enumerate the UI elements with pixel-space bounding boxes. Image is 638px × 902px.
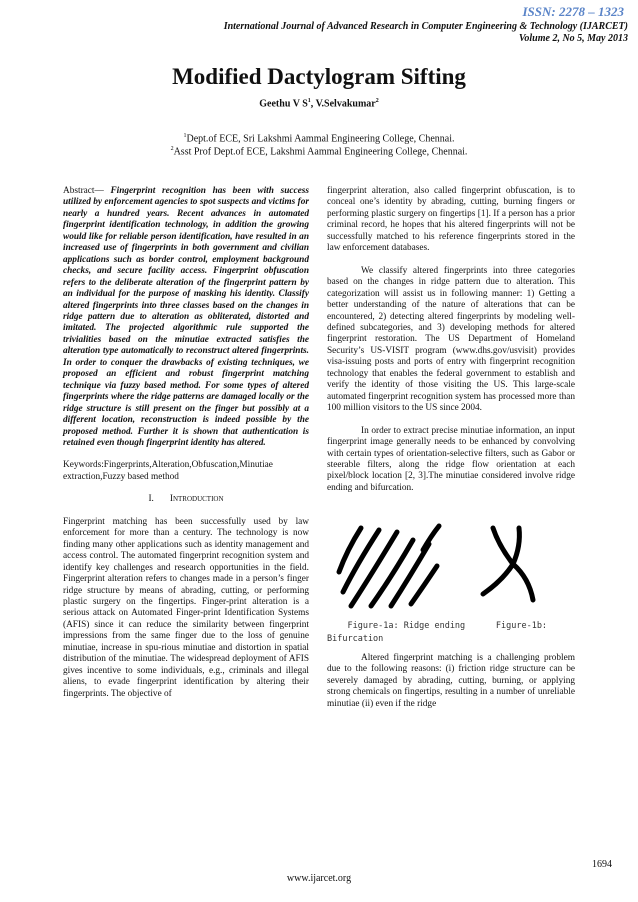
affiliation-1-text: Dept.of ECE, Sri Lakshmi Aammal Engineering College, Chennai.	[186, 133, 455, 145]
figure-1	[333, 520, 615, 610]
section-heading	[63, 494, 309, 505]
journal-name: International Journal of Advanced Research in Computer Engineering & Technology (IJARCET)	[223, 21, 628, 32]
abstract	[63, 186, 309, 449]
author-1: Geethu V S	[259, 98, 308, 110]
affiliation-2-text: Asst Prof Dept.of ECE, Lakshmi Aammal Engineering College, Chennai.	[173, 146, 468, 158]
affiliation-1-marker: 1	[183, 133, 187, 139]
section-number: I.	[148, 494, 154, 505]
affiliation-2-marker: 2	[170, 146, 174, 152]
affiliation-1	[0, 133, 638, 144]
author-2-marker: 2	[375, 98, 379, 104]
right-column-bottom	[327, 653, 575, 710]
bifurcation-figure	[483, 528, 533, 600]
paragraph-matching-challenges: Altered fingerprint matching is a challenging problem due to the following reasons: (i) friction ridge structure can be severely damaged by abrading, cutting, burning, or applying strong chemicals on fingertips, resulting in a number of unreliable minutiae (ii) even if the ridge	[327, 653, 575, 709]
figure-caption-line-1: Figure-1a: Ridge ending Figure-1b:	[327, 621, 548, 631]
author-line	[0, 98, 638, 109]
author-separator: ,	[310, 98, 316, 110]
paragraph-obfuscation: fingerprint alteration, also called fingerprint obfuscation, is to conceal one’s identity by abrading, cutting, burning fingers or performing plastic surgery on fingertips [1]. If a person has a prior criminal record, he hopes that his altered fingerprints will not be successfully matched to his reference fingerprints stored in the law enforcement databases.	[327, 186, 575, 254]
paragraph-classification: We classify altered fingerprints into three categories based on the changes in ridge pattern due to alteration. This categorization will assist us in following manner: 1) Getting a better understanding of the nature of alterations that can be encountered, 2) detecting altered fingerprints by modeling well-defined subcategories, and 3) developing methods for altered fingerprint restoration. The US Department of Homeland Security’s US-VISIT program (www.dhs.gov/usvisit) provides visa-issuing posts and ports of entry with fingerprint recognition technology that enables the federal government to establish and verify the identity of those visiting the US. This large-scale automated fingerprint recognition system has processed more than 100 million visitors to the US since 2004.	[327, 265, 575, 414]
introduction-text: Fingerprint matching has been successfully used by law enforcement for more than a century. The technology is now finding many other applications such as identity management and access control. The automated fingerprint recognition system and identify key challenges and research opportunities in the field. Fingerprint alteration refers to changes made in a person’s finger ridge structure by means of abrading, cutting, or performing plastic surgery on the fingertips. Finger-print alteration is a serious attack on Automated Finger-print Identification Systems (AFIS) since it can reduce the similarity between fingerprint impressions from the same finger due to the loss of genuine minutiae, increase in spu-rious minutiae and distortion in spatial distribution of the minutiae. The widespread deployment of AFIS gives incentive to some individuals, e.g., criminals and illegal aliens, to evade fingerprint identification by altering their fingerprints. The objective of	[63, 516, 309, 699]
journal-volume: Volume 2, No 5, May 2013	[518, 33, 628, 44]
right-column-top	[327, 186, 575, 494]
paper-title: Modified Dactylogram Sifting	[172, 64, 466, 89]
paragraph-minutiae: In order to extract precise minutiae information, an input fingerprint image generally needs to be enhanced by convolving with certain types of orientation-selective filters, such as Gabor or steerable filters, along the ridge flow orientation at each pixel/block location [2, 3].The minutiae considered involve ridge ending and bifurcation.	[327, 425, 575, 493]
affiliation-2	[0, 146, 638, 157]
author-2: V.Selvakumar	[315, 98, 376, 110]
figure-caption-line-2: Bifurcation	[327, 634, 384, 644]
issn-label: ISSN: 2278 – 1323	[522, 4, 624, 19]
left-column	[63, 186, 309, 700]
figure-caption	[327, 620, 617, 646]
abstract-text: Fingerprint recognition has been with success utilized by enforcement agencies to spot suspects and victims for nearly a hundred years. Recent advances in automated fingerprint identification technology, in addition the growing would like for reliable person identification, have resulted in an increased use of fingerprints in both government and civilian applications such as border control, employment background checks, and secure facility access. Fingerprint obfuscation refers to the deliberate alteration of the fingerprint pattern by an individual for the purpose of masking his identity. Classify altered fingerprints into three classes based on the changes in ridge pattern due to alteration as obliterated, distorted and imitated. The projected algorithmic rule supported the trivialities based on the minutiae extracted satisfies the alteration type automatically to reconstruct altered fingerprints. In order to conquer the drawbacks of existing techniques, we proposed an efficient and robust fingerprint matching technique via fuzzy based method. For some types of altered fingerprints where the ridge patterns are damaged locally or the ridge structure is still present on the finger but possibly at a different location, reconstruction is indeed possible by the proposed method. Further it is shown that authentication is retained even though fingerprint identity has altered.	[63, 186, 309, 448]
journal-header	[108, 21, 628, 45]
page-number: 1694	[592, 859, 612, 870]
footer-website: www.ijarcet.org	[286, 873, 352, 884]
ridge-ending-figure	[339, 526, 439, 606]
keywords: Keywords:Fingerprints,Alteration,Obfuscation,Minutiae extraction,Fuzzy based method	[63, 460, 273, 482]
section-title: Introduction	[169, 494, 224, 505]
author-1-marker: 1	[307, 98, 311, 104]
abstract-label: Abstract—	[63, 186, 104, 196]
